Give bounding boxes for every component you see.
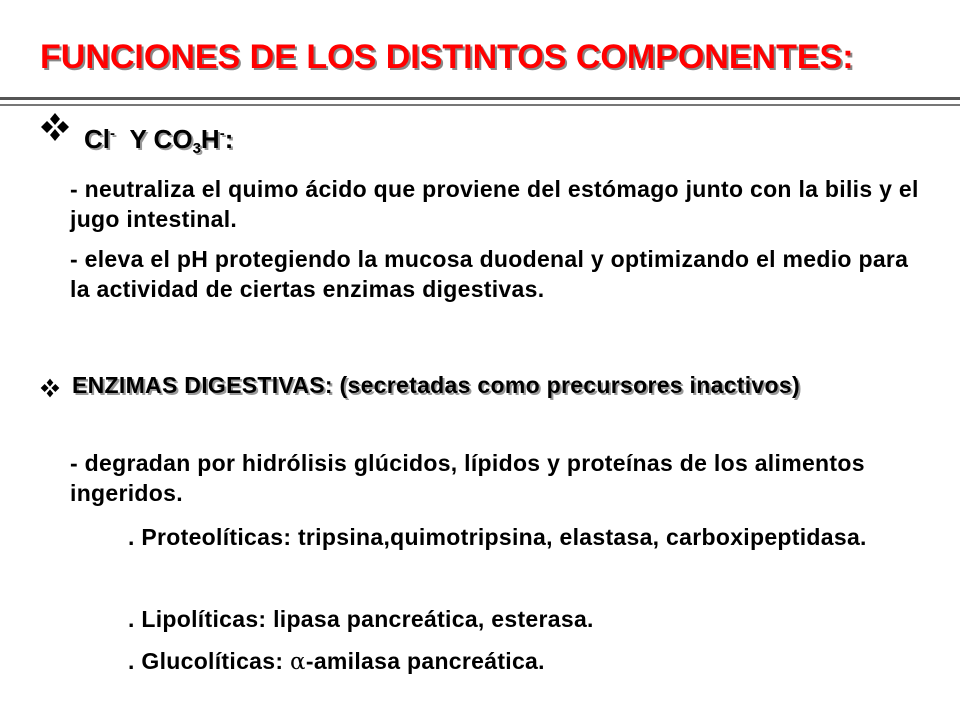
section1-line-1: - neutraliza el quimo ácido que proviene del estómago junto con la bilis y el jugo intestinal. bbox=[70, 176, 919, 232]
section2-heading: ENZIMAS DIGESTIVAS: (secretadas como precursores inactivos) bbox=[72, 372, 800, 398]
enzyme-item-lipoliticas: . Lipolíticas: lipasa pancreática, esterasa. bbox=[128, 606, 594, 632]
diamond-cluster-icon bbox=[40, 378, 60, 398]
slide-title: FUNCIONES DE LOS DISTINTOS COMPONENTES: bbox=[40, 38, 854, 76]
enzyme-item-glucoliticas: . Glucolíticas: α-amilasa pancreática. bbox=[128, 648, 545, 675]
diamond-cluster-icon bbox=[40, 112, 70, 142]
enzyme-item-proteoliticas: . Proteolíticas: tripsina,quimotripsina, elastasa, carboxipeptidasa. bbox=[128, 524, 867, 550]
title-divider bbox=[0, 97, 960, 100]
title-divider-thin bbox=[0, 104, 960, 106]
section2-line-1: - degradan por hidrólisis glúcidos, lípidos y proteínas de los alimentos ingeridos. bbox=[70, 450, 865, 506]
section1-line-2: - eleva el pH protegiendo la mucosa duodenal y optimizando el medio para la actividad de ciertas enzimas digestivas. bbox=[70, 246, 909, 302]
section1-heading: Cl- Y $CO_3H^-$: bbox=[84, 124, 234, 157]
